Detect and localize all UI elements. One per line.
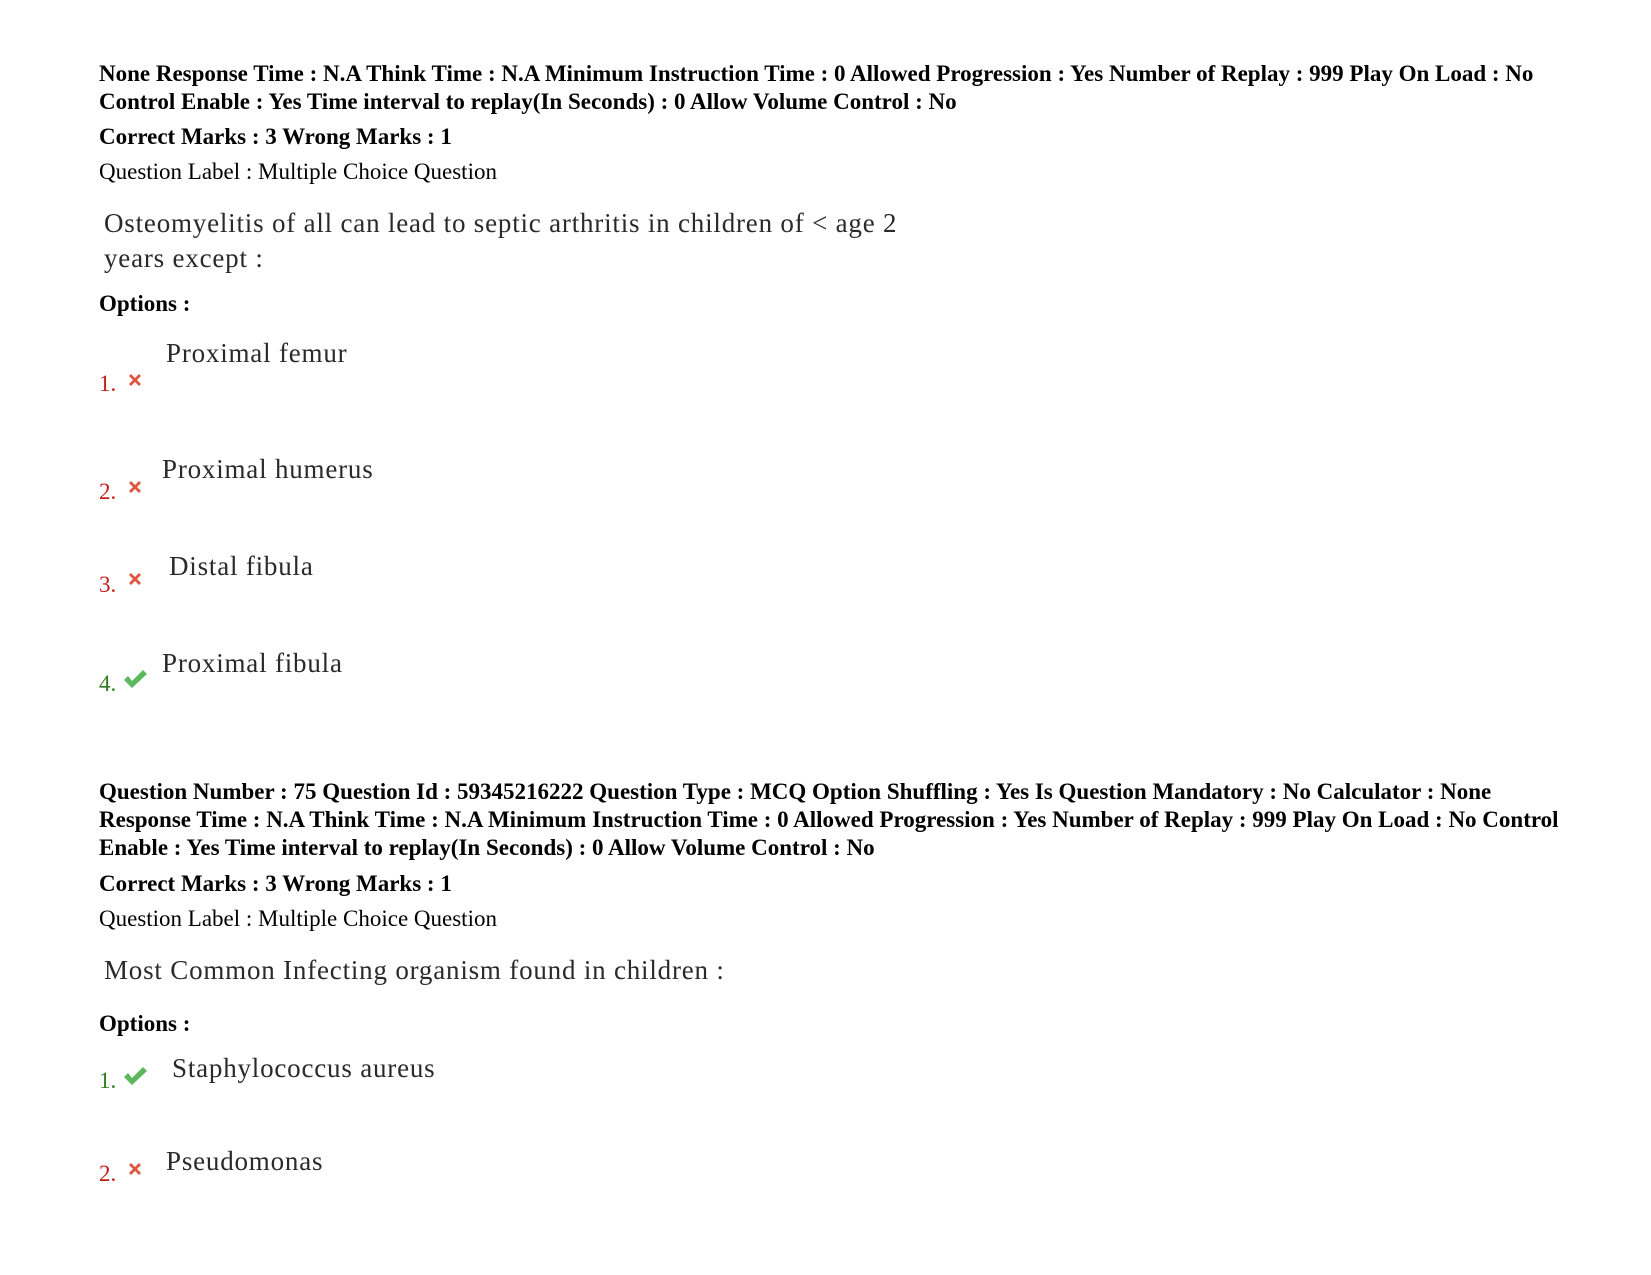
option-text: Proximal humerus (162, 454, 374, 484)
question-marks: Correct Marks : 3 Wrong Marks : 1 (99, 871, 452, 896)
cross-icon (125, 569, 145, 589)
cross-icon (125, 477, 145, 497)
option-text: Pseudomonas (166, 1146, 324, 1176)
option-text: Staphylococcus aureus (172, 1053, 436, 1083)
question-text-line-2: years except : (104, 243, 264, 273)
options-heading: Options : (99, 1011, 191, 1036)
question-text-line-1: Osteomyelitis of all can lead to septic arthritis in children of < age 2 (104, 208, 898, 238)
option-number: 3. (99, 572, 117, 597)
option-text: Proximal femur (166, 338, 348, 368)
check-icon (122, 1065, 148, 1087)
option-text: Proximal fibula (162, 648, 343, 678)
question-text (104, 953, 1104, 988)
option-text: Distal fibula (169, 551, 314, 581)
option-number: 1. (99, 371, 117, 396)
option-number: 2. (99, 1161, 117, 1186)
question-label: Question Label : Multiple Choice Question (99, 159, 497, 184)
option-number: 4. (99, 671, 117, 696)
question-text-line-1: Most Common Infecting organism found in children : (104, 955, 725, 985)
option-number: 1. (99, 1068, 117, 1093)
options-heading: Options : (99, 291, 191, 316)
option-number: 2. (99, 479, 117, 504)
question-label: Question Label : Multiple Choice Question (99, 906, 497, 931)
check-icon (122, 668, 148, 690)
question-text (104, 206, 1104, 276)
cross-icon (125, 370, 145, 390)
question-meta-info: Question Number : 75 Question Id : 59345216222 Question Type : MCQ Option Shuffling : Yes Is Question Mandatory : No Calculator : None Response Time : N.A Think Time : N.A Minimum Instruction Time : 0 Allowed Progression : Yes Number of Replay : 999 Play On Load : No Control Enable : Yes Time interval to replay(In Seconds) : 0 Allow Volume Control : No (99, 779, 1559, 860)
question-meta-info: None Response Time : N.A Think Time : N.A Minimum Instruction Time : 0 Allowed Progression : Yes Number of Replay : 999 Play On Load : No Control Enable : Yes Time interval to replay(In Seconds) : 0 Allow Volume Control : No (99, 61, 1534, 114)
question-marks: Correct Marks : 3 Wrong Marks : 1 (99, 124, 452, 149)
cross-icon (125, 1159, 145, 1179)
